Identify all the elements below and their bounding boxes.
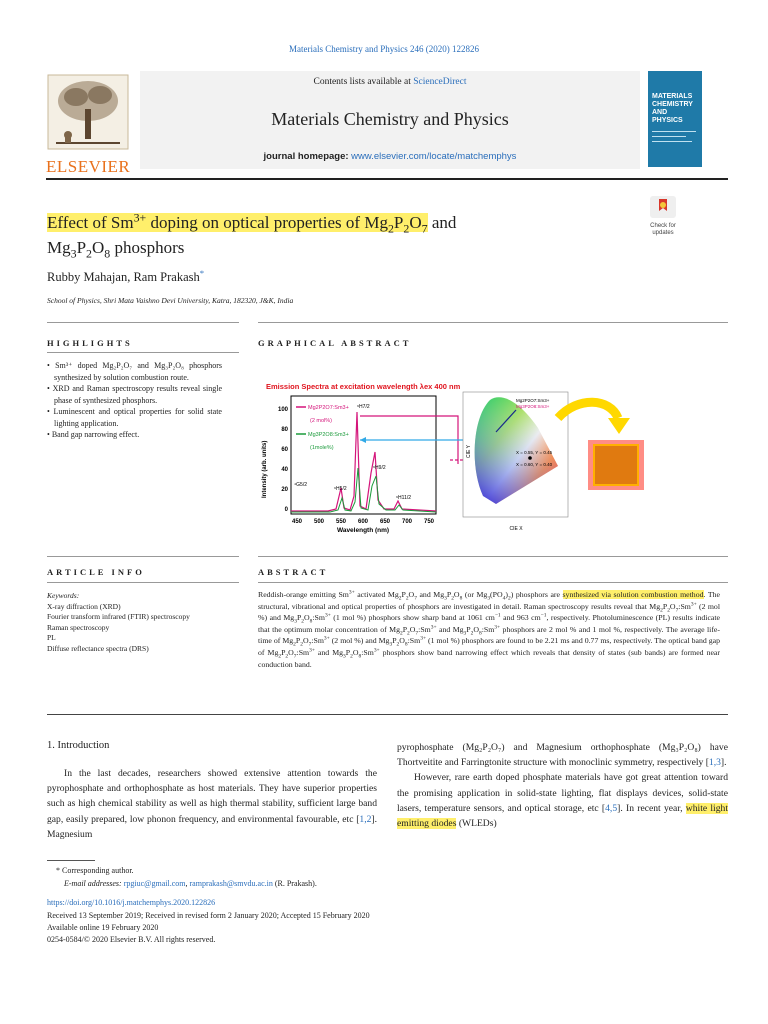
elsevier-logo [46, 73, 131, 176]
graphical-abstract-heading: GRAPHICAL ABSTRACT [258, 338, 412, 348]
email-link-2[interactable]: ramprakash@smvdu.ac.in [189, 879, 273, 888]
x-tick: 600 [357, 519, 369, 525]
emission-color-box [594, 445, 638, 485]
contents-line: Contents lists available at ScienceDirect [313, 77, 467, 87]
citation-link[interactable]: 1,3 [708, 757, 721, 769]
footnote-rule [47, 860, 95, 861]
curved-arrow-head [608, 418, 630, 434]
keyword-item: Diffuse reflectance spectra (DRS) [47, 643, 149, 653]
cie-label-1: Mg2P2O7:Sm3+ [516, 398, 550, 403]
keyword-item: X-ray diffraction (XRD) [47, 601, 121, 611]
section-rule-3 [47, 556, 239, 557]
spectrum-curve-mg2p2o7 [291, 412, 436, 511]
peak-label: ⁶H7/2 [357, 404, 370, 410]
cie-xlabel: CIE X [509, 526, 523, 532]
y-tick: 100 [277, 407, 288, 413]
received-dates: Received 13 September 2019; Received in revised form 2 January 2020; Accepted 15 February 2020 [47, 911, 370, 920]
y-tick: 80 [281, 427, 288, 433]
masthead-rule [46, 178, 728, 180]
spectra-ylabel: Intensity (arb. units) [262, 440, 268, 498]
article-title: Effect of $Sm^{3+}$ doping on optical properties of $Mg_2P_2O_7$ and $Mg_3P_2O_8$ phosphors [47, 210, 457, 261]
homepage-link[interactable]: www.elsevier.com/locate/matchemphys [351, 151, 517, 162]
cie-coord-1: X = 0.55, Y = 0.45 [516, 450, 553, 455]
intro-left-column: In the last decades, researchers showed extensive attention towards the pyrophosphate and orthophosphate as host materials. They have superior properties such as high chemical stability as well as high thermal stability, sufficient large band gap, easily prepared, low phonon frequency, and environmental favourable, etc [1,2]. Magnesium [47, 768, 377, 840]
publisher-name: ELSEVIER [46, 157, 131, 176]
keywords-block [47, 591, 237, 654]
keyword-item: Fourier transform infrared (FTIR) spectroscopy [47, 612, 190, 621]
intro-heading: 1. Introduction [47, 740, 110, 751]
section-rule-4 [258, 556, 728, 557]
y-tick: 40 [281, 467, 288, 473]
section-rule-1 [47, 322, 239, 323]
legend-series-1: Mg2P2O7:Sm3+ [308, 405, 349, 411]
intro-right-paragraph-1: pyrophosphate (Mg₂P₂O₇) and Magnesium orthophosphate (Mg₃P₂O₈) have Thortveitite and Farringtonite structure with monoclinic symmetry, respectively [1,3]. [397, 742, 728, 769]
intro-right-paragraph-2: However, rare earth doped phosphate materials have got great attention toward the promising application in solid-state lighting, flat displays devices, solid-state lasers, temperature sensors, and optical storage, etc [4,5]. In recent year, white light emitting diodes (WLEDs) [397, 772, 728, 830]
spectrum-curve-mg3p2o8 [291, 468, 436, 512]
x-tick: 450 [291, 519, 303, 525]
article-info-rule [47, 582, 239, 583]
x-tick: 650 [379, 519, 391, 525]
author-footnote-mark[interactable]: * [199, 267, 205, 278]
citation-link[interactable]: 1,2 [359, 813, 372, 825]
x-tick: 500 [313, 519, 325, 525]
peak-label: ⁴G5/2 [294, 482, 307, 488]
journal-reference[interactable]: Materials Chemistry and Physics 246 (2020) 122826 [289, 44, 479, 54]
homepage-line: journal homepage: www.elsevier.com/locate/matchemphys [263, 151, 517, 162]
highlight-item: • Sm³⁺ doped Mg₂P₂O₇ and Mg₃P₂O₈ phosphors synthesized by solution combustion route. [47, 361, 222, 382]
graphical-abstract-svg [258, 378, 728, 538]
y-tick: 0 [284, 507, 288, 513]
keyword-item: Raman spectroscopy [47, 622, 110, 632]
cie-label-2: Mg3P2O8:Sm3+ [516, 404, 550, 409]
y-tick: 20 [281, 487, 288, 493]
crossmark-badge[interactable] [646, 196, 680, 237]
section-rule-2 [258, 322, 728, 323]
journal-title[interactable]: Materials Chemistry and Physics [271, 109, 509, 129]
x-tick: 700 [401, 519, 413, 525]
authors: Rubby Mahajan, Ram Prakash* [47, 267, 205, 284]
legend-series-2: Mg3P2O8:Sm3+ [308, 432, 349, 438]
affiliation: School of Physics, Shri Mata Vaishno Devi University, Katra, 182320, J&K, India [47, 296, 294, 305]
abstract-text: Reddish-orange emitting $Sm^{3+}$ activated $Mg_2P_2O_7$ and $Mg_3P_2O_8$ (or $Mg_3(PO_4)_2$) phosphors are synthesized via solution combustion method. The structural, vibrational and optical properties of phosphors are investigated in detail. Raman spectroscopy results reveal that $Mg_2P_2O_7:Sm^{3+}$ (2 mol %) and $Mg_3P_2O_8:Sm^{3+}$ (1 mol %) phosphors show sharp band at 1061 $cm^{-1}$ and 963 $cm^{-1}$, respectively. Photoluminescence (PL) results indicate that the optimum molar concentration of $Mg_2P_2O_7:Sm^{3+}$ and $Mg_3P_2O_8:Sm^{3+}$ phosphors are 2 mol % and 1 mol %, respectively. The average life-time of $Mg_2P_2O_7:Sm^{3+}$ (2 mol %) and $Mg_3P_2O_8:Sm^{3+}$ (1 mol %) phosphors are found to be 2.21 ms and 0.77 ms, respectively. The optical band gap of $Mg_2P_2O_7:Sm^{3+}$ and $Mg_3P_2O_8:Sm^{3+}$ phosphors show band narrowing effect which reveals that density of states (sub bands) are formed near conduction band. [258, 589, 721, 669]
email-link-1[interactable]: rpgiuc@gmail.com [123, 879, 186, 888]
spectra-xlabel: Wavelength (nm) [336, 527, 390, 534]
cover-title: MATERIALS CHEMISTRY AND PHYSICS [652, 93, 693, 124]
abstract-rule [258, 582, 728, 583]
x-tick: 750 [423, 519, 435, 525]
corresponding-author-note: * Corresponding author. [56, 866, 134, 875]
highlights-list [47, 360, 222, 441]
journal-cover[interactable] [648, 71, 702, 167]
graphical-abstract-figure [258, 378, 728, 538]
highlight-item: • XRD and Raman spectroscopy results reveal single phase of synthesized phosphors. [47, 384, 222, 405]
copyright: 0254-0584/© 2020 Elsevier B.V. All rights reserved. [47, 935, 216, 944]
available-online: Available online 19 February 2020 [47, 923, 159, 932]
doi-link[interactable]: https://doi.org/10.1016/j.matchemphys.2020.122826 [47, 898, 216, 907]
highlight-item: • Band gap narrowing effect. [47, 430, 140, 439]
journal-banner [140, 71, 640, 169]
article-info-heading: ARTICLE INFO [47, 567, 145, 577]
crossmark-label: Check for updates [650, 223, 676, 236]
spectra-plot-frame [291, 396, 436, 514]
y-tick: 60 [281, 447, 288, 453]
legend-series-1-note: (2 mol%) [310, 418, 333, 424]
peak-label: ⁶H5/2 [334, 486, 347, 492]
spectra-title: Emission Spectra at excitation wavelength λex 400 nm [266, 382, 461, 391]
citation-link[interactable]: 4,5 [605, 802, 618, 814]
cie-ylabel: CIE Y [466, 445, 472, 458]
highlights-rule [47, 352, 239, 353]
intro-right-column [397, 740, 728, 831]
highlight-item: • Luminescent and optical properties for solid state lighting application. [47, 407, 222, 428]
abstract-bottom-rule [47, 714, 728, 715]
peak-label: ⁶H9/2 [373, 465, 386, 471]
legend-series-2-note: (1mole%) [310, 445, 334, 451]
sciencedirect-link[interactable]: ScienceDirect [413, 77, 467, 87]
crossmark-icon [650, 196, 676, 218]
x-tick: 550 [335, 519, 347, 525]
masthead [46, 65, 728, 175]
abstract-heading: ABSTRACT [258, 567, 329, 577]
cie-coord-2: X = 0.60, Y = 0.40 [516, 462, 553, 467]
keyword-item: PL [47, 633, 56, 642]
highlights-heading: HIGHLIGHTS [47, 338, 133, 348]
keywords-label: Keywords: [47, 591, 80, 600]
email-line: E-mail addresses: rpgiuc@gmail.com, ramprakash@smvdu.ac.in (R. Prakash). [64, 879, 317, 888]
elsevier-tree-icon [46, 73, 130, 151]
peak-label: ⁶H11/2 [396, 495, 412, 501]
